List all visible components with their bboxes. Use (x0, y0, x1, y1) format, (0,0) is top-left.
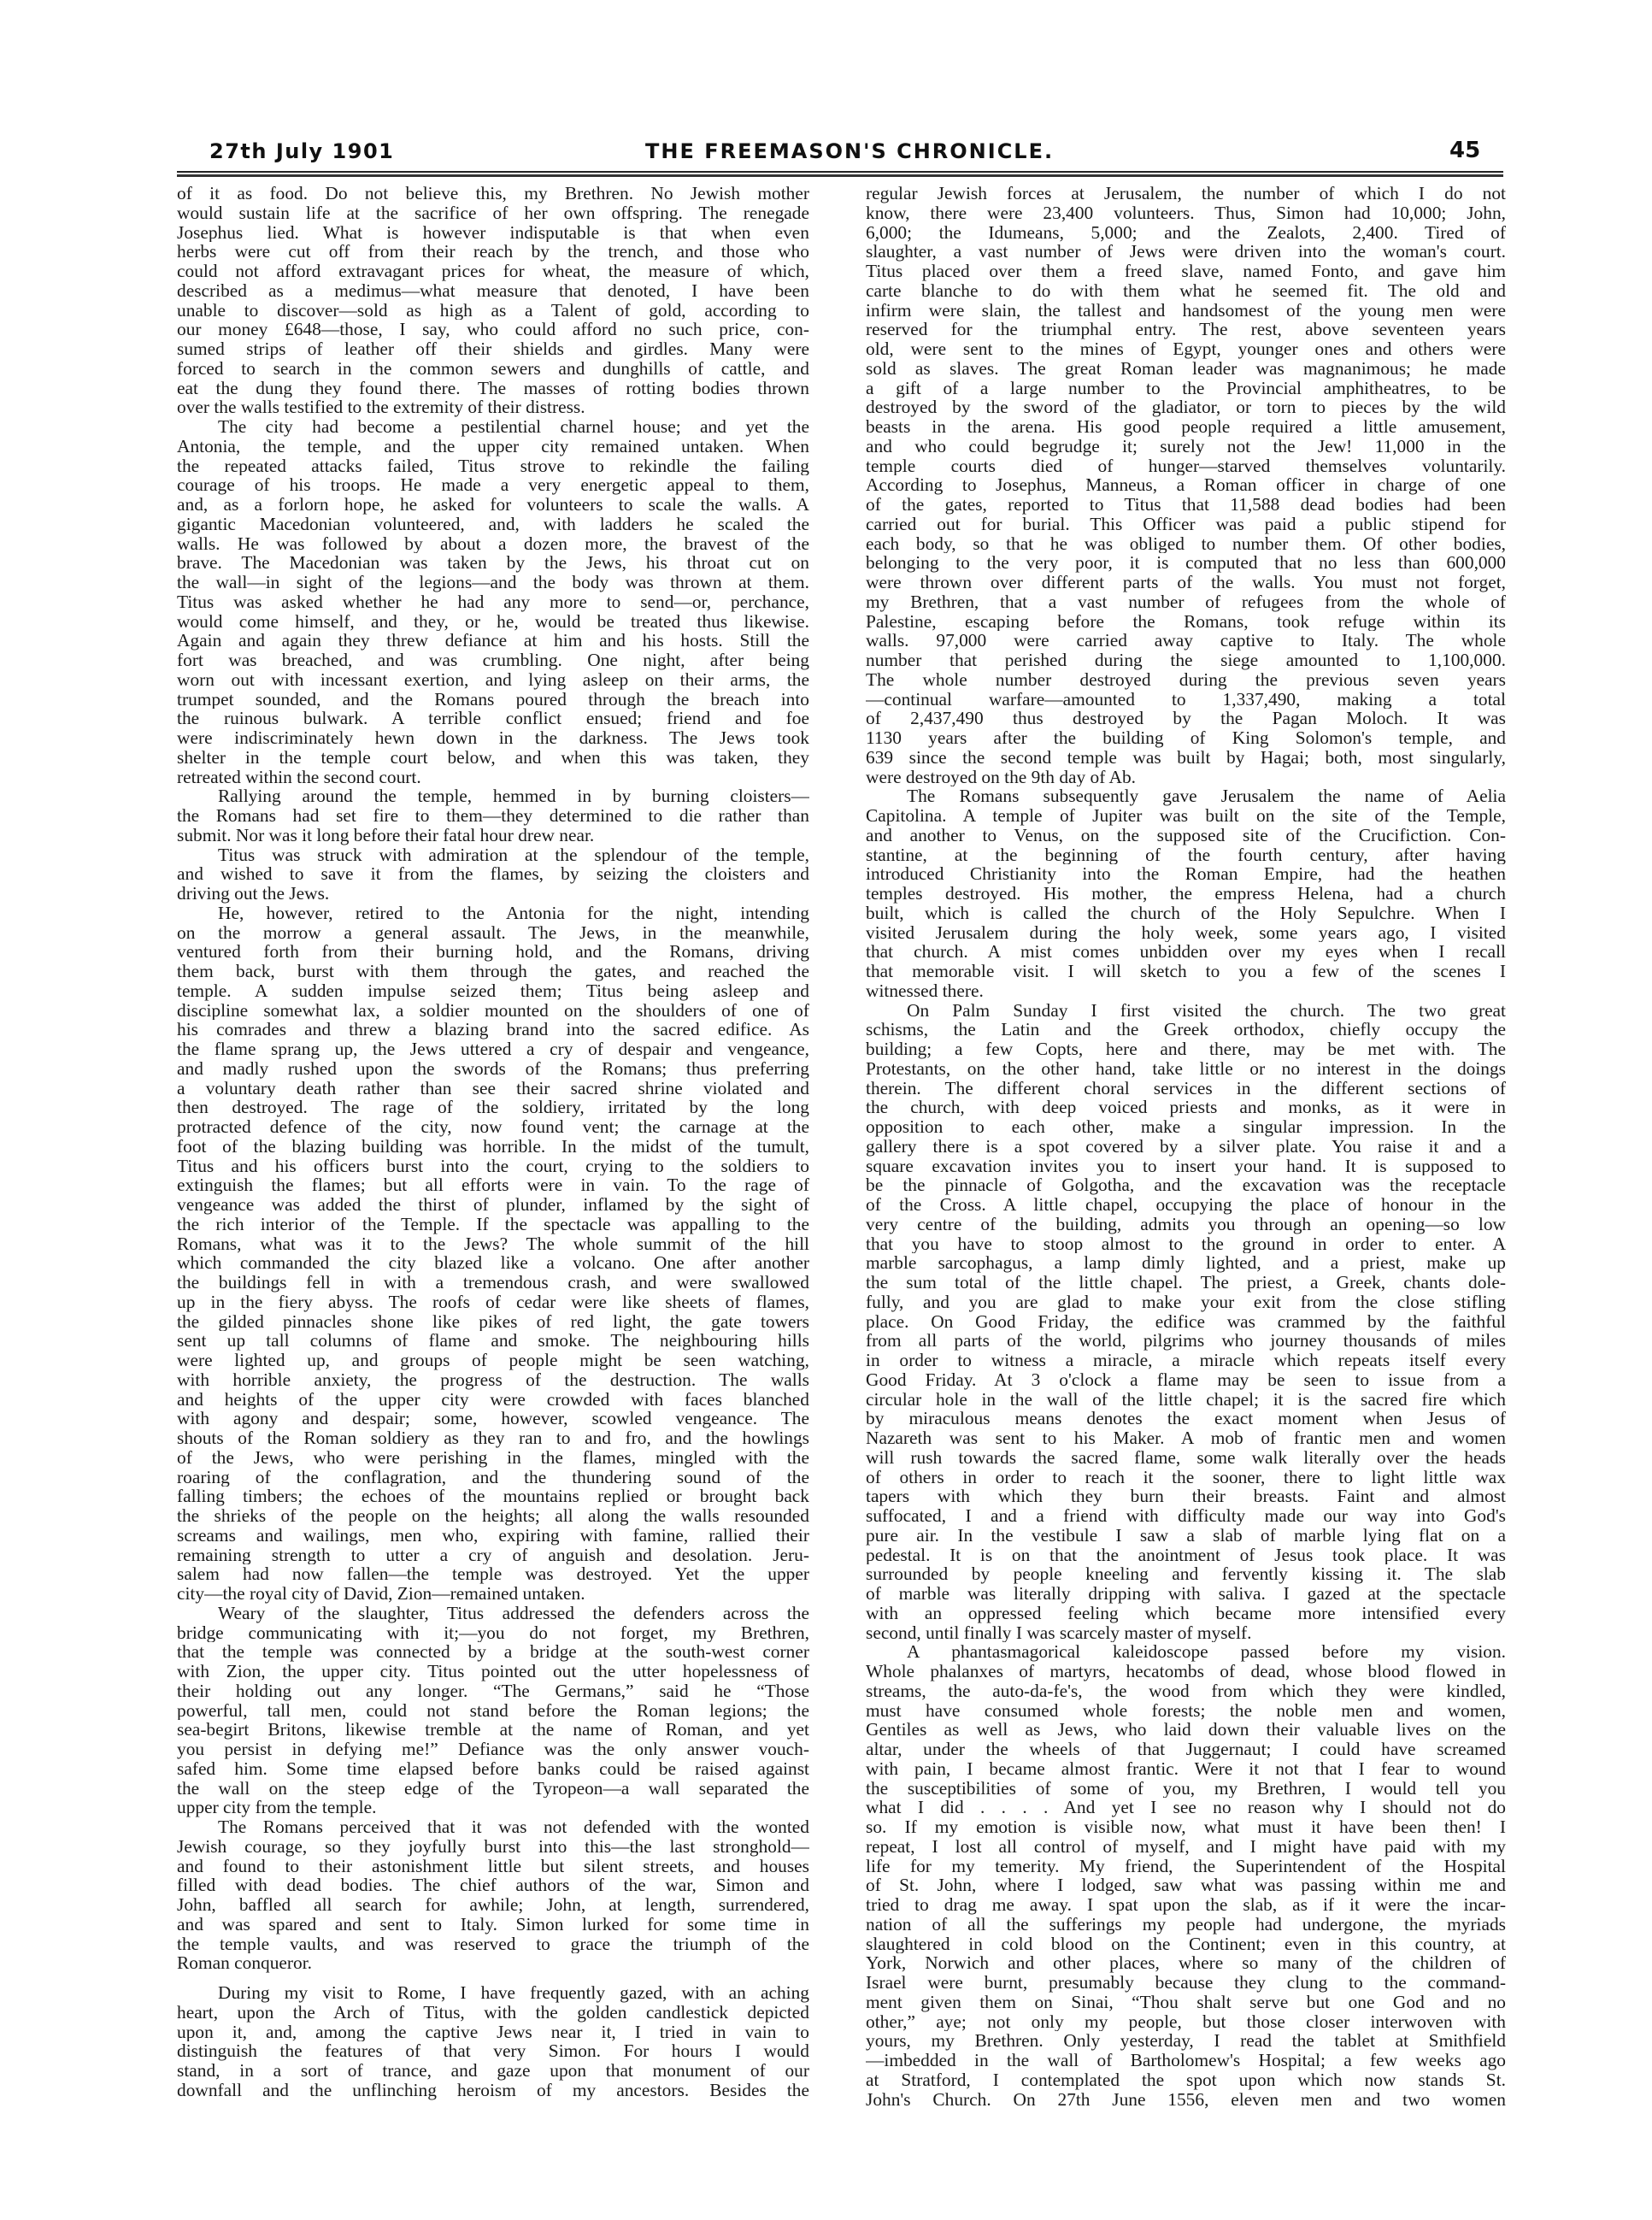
text-line: the buildings fell in with a tremendous crash, and were swallowed (177, 1273, 809, 1293)
text-line: built, which is called the church of the Holy Sepulchre. When I (866, 903, 1506, 923)
text-line: the susceptibilities of some of you, my Brethren, I would tell you (866, 1778, 1506, 1799)
text-line: Jewish courage, so they joyfully burst into this—the last stronghold— (177, 1836, 809, 1857)
text-line: what I did . . . . And yet I see no reason why I should not do (866, 1798, 1506, 1817)
text-line: then destroyed. The rage of the soldiery, irritated by the long (177, 1098, 809, 1117)
text-line: The Romans perceived that it was not defended with the wonted (218, 1817, 809, 1837)
page-header (0, 0, 1652, 184)
text-line: Romans, what was it to the Jews? The whole summit of the hill (177, 1234, 809, 1254)
text-line: that memorable visit. I will sketch to you a few of the scenes I (866, 962, 1506, 981)
text-line: beasts in the arena. His good people required a little amusement, (866, 417, 1506, 437)
text-line: be the pinnacle of Golgotha, and the excavation was the receptacle (866, 1175, 1506, 1195)
text-line: were indiscriminately hewn down in the darkness. The Jews took (177, 728, 809, 748)
right-column (866, 184, 1506, 2109)
text-line: and found to their astonishment little but silent streets, and houses (177, 1856, 809, 1876)
text-line: salem had now fallen—the temple was destroyed. Yet the upper (177, 1564, 809, 1584)
text-line: bridge communicating with it;—you do not forget, my Brethren, (177, 1622, 809, 1643)
text-line: the sum total of the little chapel. The priest, a Greek, chants dole- (866, 1273, 1506, 1293)
text-line: pure air. In the vestibule I saw a slab of marble lying flat on a (866, 1525, 1506, 1546)
text-line: would sustain life at the sacrifice of her own offspring. The renegade (177, 203, 809, 223)
text-line: Titus placed over them a freed slave, named Fonto, and gave him (866, 262, 1506, 281)
text-line: the flame sprang up, the Jews uttered a cry of despair and vengeance, (177, 1039, 809, 1059)
text-line: fully, and you are glad to make your exit from the close stifling (866, 1292, 1506, 1312)
text-line: John, baffled all search for awhile; John, at length, surrendered, (177, 1895, 809, 1915)
text-line: introduced Christianity into the Roman Empire, had the heathen (866, 864, 1506, 884)
text-line: other,” aye; not only my people, but those closer interwoven with (866, 2011, 1506, 2032)
publication-title: THE FREEMASON'S CHRONICLE. (645, 139, 1055, 163)
text-line: each body, so that he was obliged to number them. Of other bodies, (866, 533, 1506, 554)
text-line: trumpet sounded, and the Romans poured through the breach into (177, 689, 809, 710)
text-line: of 2,437,490 thus destroyed by the Pagan Moloch. It was (866, 709, 1506, 728)
text-line: tapers with which they burn their breasts. Faint and almost (866, 1487, 1506, 1506)
text-line: and wished to save it from the flames, by seizing the cloisters and (177, 864, 809, 884)
text-line: witnessed there. (866, 980, 984, 1001)
text-line: altar, under the wheels of that Juggernaut; I could have screamed (866, 1740, 1506, 1759)
text-line: tried to drag me away. I spat upon the slab, as if it were the incar- (866, 1895, 1506, 1915)
text-line: of marble was literally dripping with saliva. I gazed at the spectacle (866, 1584, 1506, 1604)
text-line: will rush towards the sacred flame, some walk literally over the heads (866, 1447, 1506, 1468)
text-line: of the Jews, who were perishing in the flames, mingled with the (177, 1447, 809, 1468)
text-line: belonging to the very poor, it is computed that no less than 600,000 (866, 553, 1506, 573)
text-line: stand, in a sort of trance, and gaze upon that monument of our (177, 2061, 809, 2081)
text-line: retreated within the second court. (177, 767, 421, 787)
text-line: Again and again they threw defiance at him and his hosts. Still the (177, 631, 809, 651)
text-line: number that perished during the siege amounted to 1,100,000. (866, 651, 1506, 670)
text-line: a voluntary death rather than see their sacred shrine violated and (177, 1078, 809, 1098)
text-line: downfall and the unflinching heroism of my ancestors. Besides the (177, 2080, 809, 2100)
issue-date: 27th July 1901 (209, 139, 395, 163)
text-line: his comrades and threw a blazing brand into the sacred edifice. As (177, 1020, 809, 1039)
left-column (177, 184, 809, 2100)
text-line: remaining strength to utter a cry of anguish and desolation. Jeru- (177, 1545, 809, 1565)
text-line: sumed strips of leather off their shields and girdles. Many were (177, 339, 809, 359)
text-line: the wall—in sight of the legions—and the body was thrown at them. (177, 573, 809, 592)
text-line: roaring of the conflagration, and the thundering sound of the (177, 1467, 809, 1487)
text-line: and another to Venus, on the supposed site of the Crucifiction. Con- (866, 825, 1506, 845)
text-line: regular Jewish forces at Jerusalem, the number of which I do not (866, 184, 1506, 203)
text-line: ment given them on Sinai, “Thou shalt serve but one God and no (866, 1992, 1506, 2012)
text-line: that church. A mist comes unbidden over my eyes when I recall (866, 942, 1506, 962)
text-line: up in the fiery abyss. The roofs of cedar were like sheets of flames, (177, 1292, 809, 1312)
text-line: Weary of the slaughter, Titus addressed the defenders across the (218, 1603, 809, 1623)
text-line: of it as food. Do not believe this, my Brethren. No Jewish mother (177, 184, 809, 203)
text-line: the rich interior of the Temple. If the spectacle was appalling to the (177, 1214, 809, 1234)
text-line: our money £648—those, I say, who could afford no such price, con- (177, 320, 809, 339)
text-line: Israel were burnt, presumably because they clung to the command- (866, 1973, 1506, 1993)
text-line: slaughter, a vast number of Jews were driven into the woman's court. (866, 242, 1506, 262)
text-line: at Stratford, I contemplated the spot upon which now stands St. (866, 2070, 1506, 2090)
text-line: extinguish the flames; but all efforts were in vain. To the rage of (177, 1175, 809, 1195)
text-line: of the gates, reported to Titus that 11,588 dead bodies had been (866, 495, 1506, 515)
text-line: Roman conqueror. (177, 1953, 313, 1973)
text-line: were thrown over different parts of the walls. You must not forget, (866, 573, 1506, 592)
text-line: walls. 97,000 were carried away captive to Italy. The whole (866, 631, 1506, 651)
text-line: second, until finally I was scarcely master of myself. (866, 1622, 1252, 1643)
text-line: old, were sent to the mines of Egypt, younger ones and others were (866, 339, 1506, 359)
text-line: and heights of the upper city were crowded with faces blanched (177, 1389, 809, 1410)
text-line: the ruinous bulwark. A terrible conflict ensued; friend and foe (177, 709, 809, 728)
text-line: them back, burst with them through the gates, and reached the (177, 962, 809, 981)
text-line: that you have to stoop almost to the ground in order to enter. A (866, 1234, 1506, 1254)
text-line: would come himself, and they, or he, would be treated thus likewise. (177, 611, 809, 632)
text-line: The whole number destroyed during the previous seven years (866, 669, 1506, 690)
text-line: sold as slaves. The great Roman leader was magnanimous; he made (866, 358, 1506, 379)
text-line: from all parts of the world, pilgrims who journey thousands of miles (866, 1331, 1506, 1351)
text-line: discipline somewhat lax, a soldier mounted on the shoulders of one of (177, 1000, 809, 1021)
text-line: eat the dung they found there. The masses of rotting bodies thrown (177, 378, 809, 398)
text-line: Nazareth was sent to his Maker. A mob of frantic men and women (866, 1428, 1506, 1448)
text-line: falling timbers; the echoes of the mountains replied or brought back (177, 1487, 809, 1506)
text-line: sea-begirt Britons, likewise tremble at the name of Roman, and yet (177, 1720, 809, 1740)
text-line: surrounded by people kneeling and fervently kissing it. The slab (866, 1564, 1506, 1584)
text-line: vengeance was added the thirst of plunder, inflamed by the sight of (177, 1195, 809, 1215)
text-line: sent up tall columns of flame and smoke. The neighbouring hills (177, 1331, 809, 1351)
text-line: temple. A sudden impulse seized them; Titus being asleep and (177, 980, 809, 1001)
text-line: During my visit to Rome, I have frequently gazed, with an aching (218, 1983, 809, 2003)
text-line: forced to search in the common sewers and dunghills of cattle, and (177, 358, 809, 379)
text-line: circular hole in the wall of the little chapel; it is the sacred fire which (866, 1389, 1506, 1410)
text-line: 639 since the second temple was built by Hagai; both, most singularly, (866, 747, 1506, 768)
text-line: submit. Nor was it long before their fatal hour drew near. (177, 825, 595, 845)
text-line: upper city from the temple. (177, 1798, 377, 1817)
text-line: my Brethren, that a vast number of refugees from the whole of (866, 592, 1506, 612)
text-line: foot of the blazing building was horrible. In the midst of the tumult, (177, 1136, 809, 1157)
text-line: a gift of a large number to the Provincial amphitheatres, to be (866, 378, 1506, 398)
text-line: destroyed by the sword of the gladiator, or torn to pieces by the wild (866, 397, 1506, 417)
text-line: life for my temerity. My friend, the Superintendent of the Hospital (866, 1856, 1506, 1876)
text-line: were destroyed on the 9th day of Ab. (866, 767, 1137, 787)
text-line: worn out with incessant exertion, and lying asleep on their arms, the (177, 669, 809, 690)
text-line: of others in order to reach it the sooner, there to light little wax (866, 1467, 1506, 1487)
text-line: and madly rushed upon the swords of the Romans; thus preferring (177, 1058, 809, 1079)
text-line: by miraculous means denotes the exact moment when Jesus of (866, 1409, 1506, 1428)
text-line: powerful, tall men, could not stand before the Roman legions; the (177, 1700, 809, 1721)
text-line: Whole phalanxes of martyrs, hecatombs of dead, whose blood flowed in (866, 1662, 1506, 1681)
text-line: building; a few Copts, here and there, may be met with. The (866, 1039, 1506, 1059)
text-line: streams, the auto-da-fe's, the wood from which they were kindled, (866, 1681, 1506, 1701)
text-line: of the Cross. A little chapel, occupying the place of honour in the (866, 1195, 1506, 1215)
header-rule-thick (177, 174, 1503, 177)
text-line: Palestine, escaping before the Romans, took refuge within its (866, 611, 1506, 632)
text-line: screams and wailings, men who, expiring with famine, rallied their (177, 1525, 809, 1546)
text-line: with Zion, the upper city. Titus pointed out the utter hopelessness of (177, 1662, 809, 1681)
text-line: The Romans subsequently gave Jerusalem the name of Aelia (907, 786, 1506, 806)
text-line: the shrieks of the people on the heights; all along the walls resounded (177, 1506, 809, 1526)
text-line: temples destroyed. His mother, the empress Helena, had a church (866, 884, 1506, 904)
text-line: 6,000; the Idumeans, 5,000; and the Zealots, 2,400. Tired of (866, 222, 1506, 243)
text-line: nation of all the sufferings my people had undergone, the myriads (866, 1914, 1506, 1934)
text-line: know, there were 23,400 volunteers. Thus, Simon had 10,000; John, (866, 203, 1506, 223)
text-line: A phantasmagorical kaleidoscope passed before my vision. (907, 1642, 1506, 1662)
header-rule (177, 171, 1503, 173)
text-line: the gilded pinnacles shone like pikes of red light, the gate towers (177, 1311, 809, 1332)
text-line: On Palm Sunday I first visited the church. The two great (907, 1000, 1506, 1021)
text-line: fort was breached, and was crumbling. One night, after being (177, 651, 809, 670)
text-line: protracted defence of the city, now found vent; the carnage at the (177, 1117, 809, 1137)
text-line: Titus was asked whether he had any more to send—or, perchance, (177, 592, 809, 612)
text-line: with pain, I became almost frantic. Were it not that I fear to wound (866, 1758, 1506, 1779)
text-line: must have consumed whole forests; the noble men and women, (866, 1700, 1506, 1721)
text-line: gallery there is a spot covered by a silver plate. You raise it and a (866, 1136, 1506, 1157)
text-line: the repeated attacks failed, Titus strove to rekindle the failing (177, 456, 809, 476)
text-line: Good Friday. At 3 o'clock a flame may be seen to issue from a (866, 1369, 1506, 1390)
text-line: the church, with deep voiced priests and monks, as it were in (866, 1098, 1506, 1117)
text-line: Rallying around the temple, hemmed in by burning cloisters— (218, 786, 809, 806)
text-line: gigantic Macedonian volunteered, and, with ladders he scaled the (177, 514, 809, 534)
text-line: yours, my Brethren. Only yesterday, I read the tablet at Smithfield (866, 2031, 1506, 2051)
text-line: marble sarcophagus, a lamp dimly lighted, and a priest, make up (866, 1253, 1506, 1273)
text-line: therein. The different choral services in the different sections of (866, 1078, 1506, 1098)
text-line: Protestants, on the other hand, take little or no interest in the doings (866, 1058, 1506, 1079)
text-line: The city had become a pestilential charnel house; and yet the (218, 417, 809, 437)
text-line: their holding out any longer. “The Germans,” said he “Those (177, 1681, 809, 1701)
text-line: with an oppressed feeling which became more intensified every (866, 1603, 1506, 1623)
text-line: were lighted up, and groups of people might be seen watching, (177, 1351, 809, 1370)
text-line: —continual warfare—amounted to 1,337,490, making a total (866, 689, 1506, 710)
text-line: described as a medimus—what measure that denoted, I have been (177, 280, 809, 301)
text-line: visited Jerusalem during the holy week, some years ago, I visited (866, 922, 1506, 943)
text-line: brave. The Macedonian was taken by the Jews, his throat cut on (177, 553, 809, 573)
text-line: Capitolina. A temple of Jupiter was built on the site of the Temple, (866, 806, 1506, 826)
text-line: He, however, retired to the Antonia for the night, intending (218, 903, 809, 923)
text-line: upon it, and, among the captive Jews near it, I tried in vain to (177, 2022, 809, 2042)
text-line: driving out the Jews. (177, 884, 330, 904)
text-line: repeat, I lost all control of myself, and I might have paid with my (866, 1836, 1506, 1857)
text-line: distinguish the features of that very Simon. For hours I would (177, 2041, 809, 2061)
text-line: filled with dead bodies. The chief authors of the war, Simon and (177, 1876, 809, 1895)
text-line: Antonia, the temple, and the upper city remained untaken. When (177, 436, 809, 456)
text-line: of St. John, where I lodged, saw what was passing within me and (866, 1876, 1506, 1895)
text-line: city—the royal city of David, Zion—remained untaken. (177, 1584, 585, 1604)
text-line: that the temple was connected by a bridge at the south-west corner (177, 1642, 809, 1662)
text-line: walls. He was followed by about a dozen more, the bravest of the (177, 533, 809, 554)
text-line: could not afford extravagant prices for wheat, the measure of which, (177, 262, 809, 281)
text-line: place. On Good Friday, the edifice was crammed by the faithful (866, 1311, 1506, 1332)
text-line: Titus was struck with admiration at the splendour of the temple, (218, 845, 809, 865)
text-line: the temple vaults, and was reserved to grace the triumph of the (177, 1934, 809, 1954)
text-line: which commanded the city blazed like a volcano. One after another (177, 1253, 809, 1273)
text-line: unable to discover—sold as high as a Talent of gold, according to (177, 300, 809, 321)
text-line: York, Norwich and other places, where so many of the children of (866, 1953, 1506, 1973)
text-line: —imbedded in the wall of Bartholomew's Hospital; a few weeks ago (866, 2051, 1506, 2070)
text-line: reserved for the triumphal entry. The rest, above seventeen years (866, 320, 1506, 339)
text-line: with horrible anxiety, the progress of the destruction. The walls (177, 1369, 809, 1390)
text-line: herbs were cut off from their reach by the trench, and those who (177, 242, 809, 262)
text-line: carte blanche to do with them what he seemed fit. The old and (866, 280, 1506, 301)
text-line: with agony and despair; some, however, scowled vengeance. The (177, 1409, 809, 1428)
text-line: ventured forth from their burning hold, and the Romans, driving (177, 942, 809, 962)
text-line: the wall on the steep edge of the Tyropeon—a wall separated the (177, 1778, 809, 1799)
text-line: suffocated, I and a friend with difficulty made our way into God's (866, 1506, 1506, 1526)
text-line: slaughtered in cold blood on the Continent; even in this country, at (866, 1934, 1506, 1954)
text-line: courage of his troops. He made a very energetic appeal to them, (177, 475, 809, 495)
text-line: shouts of the Roman soldiery as they ran to and fro, and the howlings (177, 1428, 809, 1448)
text-line: safed him. Some time elapsed before banks could be raised against (177, 1758, 809, 1779)
page-number: 45 (1449, 138, 1481, 163)
text-line: the Romans had set fire to them—they determined to die rather than (177, 806, 809, 826)
text-line: over the walls testified to the extremity of their distress. (177, 397, 585, 417)
text-line: Josephus lied. What is however indisputable is that when even (177, 222, 809, 243)
text-line: According to Josephus, Manneus, a Roman officer in charge of one (866, 475, 1506, 495)
text-line: heart, upon the Arch of Titus, with the golden candlestick depicted (177, 2002, 809, 2023)
text-line: pedestal. It is on that the anointment of Jesus took place. It was (866, 1545, 1506, 1565)
text-line: and, as a forlorn hope, he asked for volunteers to scale the walls. A (177, 495, 809, 515)
text-line: so. If my emotion is visible now, what must it have been then! I (866, 1817, 1506, 1837)
text-line: John's Church. On 27th June 1556, eleven men and two women (866, 2089, 1506, 2110)
text-line: 1130 years after the building of King Solomon's temple, and (866, 728, 1506, 748)
text-line: square excavation invites you to insert your hand. It is supposed to (866, 1156, 1506, 1176)
text-line: on the morrow a general assault. The Jews, in the meanwhile, (177, 922, 809, 943)
text-line: and who could begrudge it; surely not the Jew! 11,000 in the (866, 436, 1506, 456)
text-line: temple courts died of hunger—starved themselves voluntarily. (866, 456, 1506, 476)
text-line: opposition to each other, make a singular impression. In the (866, 1117, 1506, 1137)
text-line: you persist in defying me!” Defiance was the only answer vouch- (177, 1740, 809, 1759)
text-line: stantine, at the beginning of the fourth century, after having (866, 845, 1506, 865)
text-line: shelter in the temple court below, and when this was taken, they (177, 747, 809, 768)
text-line: Gentiles as well as Jews, who laid down their valuable lives on the (866, 1720, 1506, 1740)
text-line: schisms, the Latin and the Greek orthodox, chiefly occupy the (866, 1020, 1506, 1039)
text-line: Titus and his officers burst into the court, crying to the soldiers to (177, 1156, 809, 1176)
text-line: carried out for burial. This Officer was paid a public stipend for (866, 514, 1506, 534)
text-line: and was spared and sent to Italy. Simon lurked for some time in (177, 1914, 809, 1934)
text-line: very centre of the building, admits you through an opening—so low (866, 1214, 1506, 1234)
paragraph-gap (177, 1973, 809, 1983)
text-line: in order to witness a miracle, a miracle which repeats itself every (866, 1351, 1506, 1370)
text-line: infirm were slain, the tallest and handsomest of the young men were (866, 300, 1506, 321)
